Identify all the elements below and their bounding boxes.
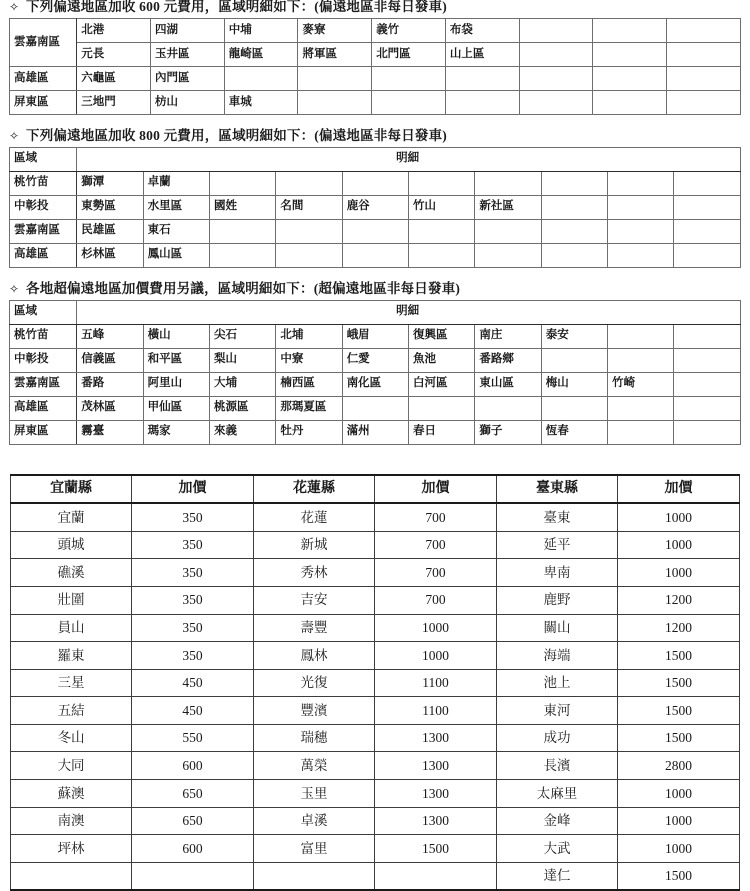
detail-cell: 北港 xyxy=(77,18,151,42)
surcharge-column-header: 加價 xyxy=(132,475,254,504)
detail-cell: 梨山 xyxy=(209,348,275,372)
detail-cell xyxy=(674,348,741,372)
surcharge-cell: 450 xyxy=(132,697,254,725)
detail-cell xyxy=(667,18,741,42)
price-table-row xyxy=(11,862,740,890)
detail-cell xyxy=(541,243,607,267)
detail-cell xyxy=(209,171,275,195)
detail-cell xyxy=(608,219,674,243)
detail-cell: 霧臺 xyxy=(77,420,143,444)
detail-cell: 阿里山 xyxy=(143,372,209,396)
surcharge-cell: 1000 xyxy=(618,780,740,808)
detail-cell: 中寮 xyxy=(276,348,342,372)
detail-cell: 布袋 xyxy=(445,18,519,42)
region-name-cell: 高雄區 xyxy=(10,396,77,420)
region-column-header: 區域 xyxy=(10,300,77,324)
price-table-row xyxy=(11,503,740,531)
surcharge-cell: 1200 xyxy=(618,614,740,642)
detail-cell xyxy=(541,348,607,372)
township-cell: 礁溪 xyxy=(11,559,132,587)
surcharge-cell: 700 xyxy=(375,531,497,559)
price-table-row xyxy=(11,780,740,808)
region-name-cell: 屏東區 xyxy=(10,420,77,444)
region-section xyxy=(0,129,750,282)
detail-cell xyxy=(674,324,741,348)
surcharge-cell: 1500 xyxy=(618,724,740,752)
detail-cell: 北埔 xyxy=(276,324,342,348)
surcharge-cell: 650 xyxy=(132,807,254,835)
region-name-cell: 雲嘉南區 xyxy=(10,219,77,243)
detail-cell: 新社區 xyxy=(475,195,541,219)
township-cell: 羅東 xyxy=(11,642,132,670)
diamond-bullet-icon: ✧ xyxy=(9,128,20,143)
detail-cell xyxy=(224,66,298,90)
detail-cell xyxy=(342,219,408,243)
surcharge-cell: 350 xyxy=(132,586,254,614)
price-table-header-row xyxy=(11,475,740,504)
price-table-row xyxy=(11,724,740,752)
detail-cell xyxy=(667,66,741,90)
township-cell: 新城 xyxy=(253,531,374,559)
detail-cell: 獅子 xyxy=(475,420,541,444)
detail-cell: 鳳山區 xyxy=(143,243,209,267)
detail-cell: 六龜區 xyxy=(77,66,151,90)
detail-cell xyxy=(674,396,741,420)
township-cell: 延平 xyxy=(496,531,617,559)
detail-cell: 名間 xyxy=(276,195,342,219)
detail-cell: 山上區 xyxy=(445,42,519,66)
detail-cell: 泰安 xyxy=(541,324,607,348)
township-cell: 壯圍 xyxy=(11,586,132,614)
detail-cell xyxy=(674,243,741,267)
table-row xyxy=(10,171,741,195)
surcharge-cell: 1300 xyxy=(375,724,497,752)
region-name-cell: 雲嘉南區 xyxy=(10,18,77,66)
detail-cell: 內門區 xyxy=(150,66,224,90)
surcharge-cell: 1300 xyxy=(375,752,497,780)
detail-cell xyxy=(593,66,667,90)
surcharge-cell: 1500 xyxy=(618,642,740,670)
county-column-header: 花蓮縣 xyxy=(253,475,374,504)
township-cell: 壽豐 xyxy=(253,614,374,642)
detail-cell xyxy=(372,90,446,114)
detail-cell xyxy=(409,219,475,243)
township-cell: 萬榮 xyxy=(253,752,374,780)
detail-cell xyxy=(445,90,519,114)
detail-cell xyxy=(372,66,446,90)
region-name-cell: 桃竹苗 xyxy=(10,171,77,195)
detail-cell xyxy=(209,243,275,267)
section-spacer xyxy=(0,445,750,454)
region-detail-table xyxy=(9,147,741,268)
detail-cell: 白河區 xyxy=(409,372,475,396)
detail-cell: 滿州 xyxy=(342,420,408,444)
price-table-row xyxy=(11,531,740,559)
township-cell: 富里 xyxy=(253,835,374,863)
surcharge-cell: 1500 xyxy=(618,697,740,725)
detail-cell: 水里區 xyxy=(143,195,209,219)
detail-cell: 將軍區 xyxy=(298,42,372,66)
detail-cell: 恆春 xyxy=(541,420,607,444)
detail-cell: 牡丹 xyxy=(276,420,342,444)
table-row xyxy=(10,66,741,90)
township-cell: 卓溪 xyxy=(253,807,374,835)
detail-cell: 杉林區 xyxy=(77,243,143,267)
detail-cell xyxy=(674,171,741,195)
surcharge-cell: 1000 xyxy=(618,835,740,863)
surcharge-cell: 1000 xyxy=(618,559,740,587)
detail-cell: 竹崎 xyxy=(608,372,674,396)
detail-cell: 中埔 xyxy=(224,18,298,42)
surcharge-column-header: 加價 xyxy=(618,475,740,504)
detail-cell xyxy=(475,219,541,243)
table-row xyxy=(10,348,741,372)
section-heading-text: 下列偏遠地區加收 800 元費用，區域明細如下：(偏遠地區非每日發車) xyxy=(26,127,447,143)
section-spacer xyxy=(0,268,750,282)
region-name-cell: 雲嘉南區 xyxy=(10,372,77,396)
township-cell: 玉里 xyxy=(253,780,374,808)
township-cell: 大武 xyxy=(496,835,617,863)
table-row xyxy=(10,324,741,348)
detail-cell: 車城 xyxy=(224,90,298,114)
region-name-cell: 高雄區 xyxy=(10,243,77,267)
table-row xyxy=(10,372,741,396)
region-name-cell: 桃竹苗 xyxy=(10,324,77,348)
surcharge-cell: 1000 xyxy=(618,807,740,835)
surcharge-cell: 550 xyxy=(132,724,254,752)
table-row xyxy=(10,396,741,420)
surcharge-cell: 600 xyxy=(132,752,254,780)
price-table-row xyxy=(11,669,740,697)
detail-cell: 麥寮 xyxy=(298,18,372,42)
section-heading-text: 各地超偏遠地區加價費用另議，區域明細如下：(超偏遠地區非每日發車) xyxy=(26,280,461,296)
surcharge-cell: 350 xyxy=(132,531,254,559)
table-row xyxy=(10,18,741,42)
township-cell: 太麻里 xyxy=(496,780,617,808)
township-cell: 秀林 xyxy=(253,559,374,587)
surcharge-cell xyxy=(375,862,497,890)
section-spacer xyxy=(0,454,750,474)
surcharge-cell: 1500 xyxy=(618,669,740,697)
detail-cell: 北門區 xyxy=(372,42,446,66)
township-cell: 臺東 xyxy=(496,503,617,531)
detail-cell xyxy=(608,195,674,219)
detail-cell xyxy=(298,90,372,114)
township-cell: 金峰 xyxy=(496,807,617,835)
price-table-row xyxy=(11,642,740,670)
section-spacer xyxy=(0,115,750,129)
region-detail-table xyxy=(9,300,741,445)
detail-cell: 茂林區 xyxy=(77,396,143,420)
table-header-row xyxy=(10,147,741,171)
detail-cell xyxy=(342,243,408,267)
table-row xyxy=(10,42,741,66)
township-cell: 長濱 xyxy=(496,752,617,780)
detail-cell xyxy=(519,90,593,114)
township-cell: 豐濱 xyxy=(253,697,374,725)
surcharge-cell: 1000 xyxy=(618,503,740,531)
detail-cell: 橫山 xyxy=(143,324,209,348)
detail-column-header: 明細 xyxy=(77,147,741,171)
surcharge-cell: 700 xyxy=(375,503,497,531)
detail-cell: 和平區 xyxy=(143,348,209,372)
detail-cell xyxy=(276,171,342,195)
county-column-header: 宜蘭縣 xyxy=(11,475,132,504)
township-cell: 瑞穗 xyxy=(253,724,374,752)
surcharge-cell xyxy=(132,862,254,890)
township-cell: 坪林 xyxy=(11,835,132,863)
detail-cell: 尖石 xyxy=(209,324,275,348)
detail-cell xyxy=(674,420,741,444)
detail-cell xyxy=(209,219,275,243)
detail-cell xyxy=(475,243,541,267)
region-column-header: 區域 xyxy=(10,147,77,171)
detail-cell xyxy=(519,66,593,90)
detail-cell xyxy=(342,171,408,195)
detail-cell xyxy=(475,171,541,195)
detail-cell: 龍崎區 xyxy=(224,42,298,66)
detail-cell: 春日 xyxy=(409,420,475,444)
detail-cell: 楠西區 xyxy=(276,372,342,396)
township-cell: 鹿野 xyxy=(496,586,617,614)
detail-cell: 南化區 xyxy=(342,372,408,396)
surcharge-cell: 1300 xyxy=(375,807,497,835)
surcharge-cell: 1500 xyxy=(618,862,740,890)
table-row xyxy=(10,195,741,219)
detail-cell xyxy=(608,171,674,195)
township-cell: 卑南 xyxy=(496,559,617,587)
detail-cell: 那瑪夏區 xyxy=(276,396,342,420)
table-row xyxy=(10,420,741,444)
detail-cell: 獅潭 xyxy=(77,171,143,195)
township-cell: 三星 xyxy=(11,669,132,697)
surcharge-cell: 450 xyxy=(132,669,254,697)
detail-cell xyxy=(409,171,475,195)
detail-cell xyxy=(541,396,607,420)
price-table-row xyxy=(11,559,740,587)
surcharge-cell: 1000 xyxy=(375,642,497,670)
region-name-cell: 高雄區 xyxy=(10,66,77,90)
table-row xyxy=(10,243,741,267)
region-detail-table xyxy=(9,18,741,115)
township-cell: 東河 xyxy=(496,697,617,725)
surcharge-column-header: 加價 xyxy=(375,475,497,504)
surcharge-cell: 1000 xyxy=(618,531,740,559)
detail-cell: 東石 xyxy=(143,219,209,243)
surcharge-cell: 350 xyxy=(132,559,254,587)
region-section xyxy=(0,0,750,129)
detail-cell: 四湖 xyxy=(150,18,224,42)
detail-cell: 義竹 xyxy=(372,18,446,42)
detail-column-header: 明細 xyxy=(77,300,741,324)
section-heading xyxy=(0,129,750,147)
surcharge-cell: 1200 xyxy=(618,586,740,614)
surcharge-price-table xyxy=(10,474,740,891)
surcharge-cell: 350 xyxy=(132,614,254,642)
detail-cell: 番路鄉 xyxy=(475,348,541,372)
price-table-row xyxy=(11,614,740,642)
surcharge-cell: 350 xyxy=(132,642,254,670)
detail-cell: 來義 xyxy=(209,420,275,444)
detail-cell xyxy=(445,66,519,90)
detail-cell: 三地門 xyxy=(77,90,151,114)
township-cell: 大同 xyxy=(11,752,132,780)
county-column-header: 臺東縣 xyxy=(496,475,617,504)
price-table-row xyxy=(11,752,740,780)
detail-cell xyxy=(593,18,667,42)
surcharge-cell: 700 xyxy=(375,559,497,587)
detail-cell xyxy=(593,42,667,66)
detail-cell: 玉井區 xyxy=(150,42,224,66)
surcharge-cell: 1100 xyxy=(375,669,497,697)
detail-cell: 梅山 xyxy=(541,372,607,396)
region-name-cell: 中彰投 xyxy=(10,348,77,372)
diamond-bullet-icon: ✧ xyxy=(9,281,20,296)
township-cell: 宜蘭 xyxy=(11,503,132,531)
detail-cell xyxy=(608,243,674,267)
detail-cell xyxy=(608,348,674,372)
township-cell: 南澳 xyxy=(11,807,132,835)
price-table-row xyxy=(11,835,740,863)
price-table-row xyxy=(11,697,740,725)
township-cell xyxy=(253,862,374,890)
table-row xyxy=(10,90,741,114)
detail-cell xyxy=(667,42,741,66)
section-heading xyxy=(0,282,750,300)
region-section xyxy=(0,282,750,454)
price-table-container xyxy=(0,474,750,891)
detail-cell: 信義區 xyxy=(77,348,143,372)
detail-cell: 東勢區 xyxy=(77,195,143,219)
detail-cell: 瑪家 xyxy=(143,420,209,444)
surcharge-cell: 350 xyxy=(132,503,254,531)
detail-cell xyxy=(475,396,541,420)
detail-cell xyxy=(519,42,593,66)
detail-cell xyxy=(409,243,475,267)
township-cell: 花蓮 xyxy=(253,503,374,531)
section-heading xyxy=(0,0,750,18)
section-heading-text: 下列偏遠地區加收 600 元費用，區域明細如下：(偏遠地區非每日發車) xyxy=(26,0,447,14)
region-name-cell: 中彰投 xyxy=(10,195,77,219)
township-cell: 蘇澳 xyxy=(11,780,132,808)
detail-cell: 元長 xyxy=(77,42,151,66)
surcharge-cell: 700 xyxy=(375,586,497,614)
surcharge-cell: 1000 xyxy=(375,614,497,642)
detail-cell: 東山區 xyxy=(475,372,541,396)
detail-cell: 五峰 xyxy=(77,324,143,348)
township-cell: 冬山 xyxy=(11,724,132,752)
detail-cell: 復興區 xyxy=(409,324,475,348)
surcharge-cell: 1500 xyxy=(375,835,497,863)
diamond-bullet-icon: ✧ xyxy=(9,0,20,14)
detail-cell xyxy=(541,171,607,195)
detail-cell xyxy=(674,219,741,243)
detail-cell xyxy=(608,420,674,444)
detail-cell xyxy=(674,372,741,396)
detail-cell: 國姓 xyxy=(209,195,275,219)
detail-cell xyxy=(342,396,408,420)
detail-cell xyxy=(409,396,475,420)
detail-cell: 鹿谷 xyxy=(342,195,408,219)
detail-cell xyxy=(541,195,607,219)
detail-cell xyxy=(674,195,741,219)
detail-cell xyxy=(541,219,607,243)
detail-cell xyxy=(608,324,674,348)
table-header-row xyxy=(10,300,741,324)
detail-cell xyxy=(667,90,741,114)
detail-cell xyxy=(608,396,674,420)
region-name-cell: 屏東區 xyxy=(10,90,77,114)
township-cell: 頭城 xyxy=(11,531,132,559)
price-table-row xyxy=(11,807,740,835)
detail-cell: 南庄 xyxy=(475,324,541,348)
surcharge-cell: 2800 xyxy=(618,752,740,780)
township-cell: 關山 xyxy=(496,614,617,642)
township-cell: 員山 xyxy=(11,614,132,642)
township-cell: 達仁 xyxy=(496,862,617,890)
detail-cell: 竹山 xyxy=(409,195,475,219)
detail-cell: 桃源區 xyxy=(209,396,275,420)
township-cell: 成功 xyxy=(496,724,617,752)
detail-cell: 番路 xyxy=(77,372,143,396)
detail-cell: 甲仙區 xyxy=(143,396,209,420)
surcharge-cell: 1300 xyxy=(375,780,497,808)
detail-cell xyxy=(593,90,667,114)
township-cell: 鳳林 xyxy=(253,642,374,670)
detail-cell: 民雄區 xyxy=(77,219,143,243)
township-cell: 海端 xyxy=(496,642,617,670)
surcharge-cell: 650 xyxy=(132,780,254,808)
detail-cell: 仁愛 xyxy=(342,348,408,372)
detail-cell: 大埔 xyxy=(209,372,275,396)
township-cell: 池上 xyxy=(496,669,617,697)
detail-cell: 峨眉 xyxy=(342,324,408,348)
township-cell: 吉安 xyxy=(253,586,374,614)
table-row xyxy=(10,219,741,243)
surcharge-cell: 1100 xyxy=(375,697,497,725)
detail-cell: 魚池 xyxy=(409,348,475,372)
township-cell: 光復 xyxy=(253,669,374,697)
detail-cell xyxy=(276,219,342,243)
detail-cell xyxy=(298,66,372,90)
detail-cell: 卓蘭 xyxy=(143,171,209,195)
price-table-row xyxy=(11,586,740,614)
surcharge-cell: 600 xyxy=(132,835,254,863)
township-cell: 五結 xyxy=(11,697,132,725)
detail-cell xyxy=(276,243,342,267)
township-cell xyxy=(11,862,132,890)
detail-cell: 枋山 xyxy=(150,90,224,114)
detail-cell xyxy=(519,18,593,42)
